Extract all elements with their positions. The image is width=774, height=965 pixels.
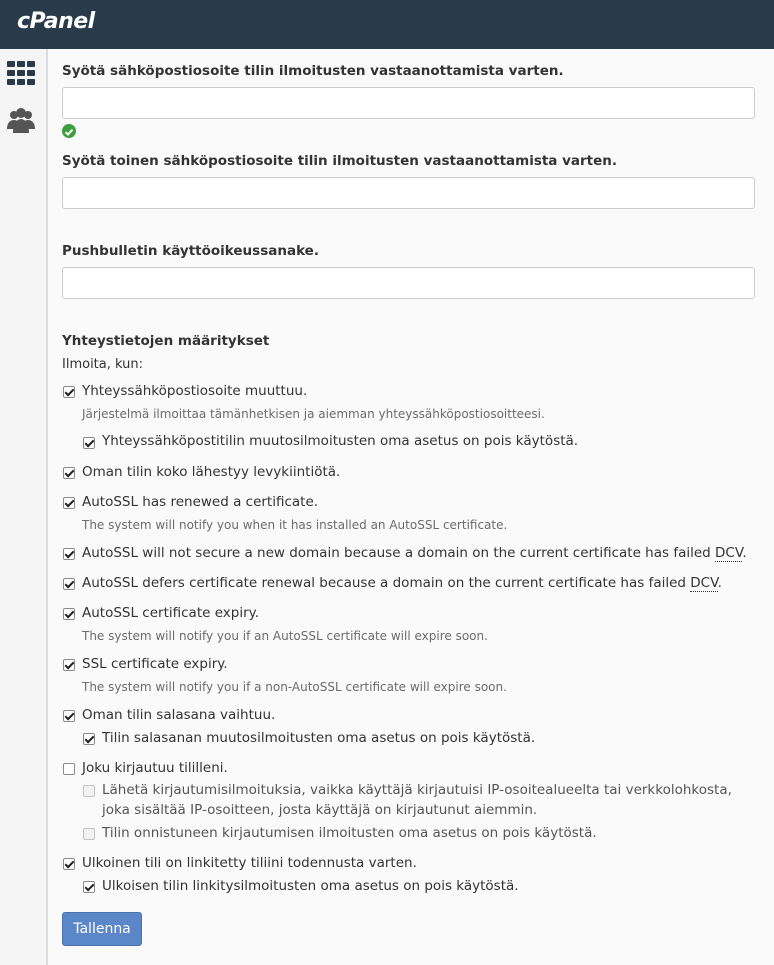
checkbox-label[interactable]: AutoSSL certificate expiry. bbox=[82, 605, 259, 621]
email1-input[interactable] bbox=[62, 87, 755, 119]
checkbox-autossl-not-secure[interactable] bbox=[63, 548, 75, 560]
email2-label: Syötä toinen sähköpostiosoite tilin ilmoitusten vastaanottamista varten. bbox=[62, 153, 618, 169]
checkbox-label[interactable]: AutoSSL has renewed a certificate. bbox=[82, 494, 319, 510]
checkbox-label-continued[interactable]: joka sisältää IP-osoitteen, josta käyttäjä on kirjautunut aiemmin. bbox=[102, 802, 538, 818]
checkbox-ssl-expiry[interactable] bbox=[63, 659, 75, 671]
sidebar bbox=[0, 49, 48, 965]
checkbox-external-own-setting[interactable] bbox=[83, 881, 95, 893]
checkbox-disk-quota[interactable] bbox=[63, 467, 75, 479]
pushbullet-input[interactable] bbox=[62, 267, 755, 299]
checkbox-label[interactable]: Yhteyssähköpostiosoite muuttuu. bbox=[82, 383, 308, 399]
checkbox-autossl-defers[interactable] bbox=[63, 578, 75, 590]
checkbox-label[interactable]: Yhteyssähköpostitilin muutosilmoitusten oma asetus on pois käytöstä. bbox=[102, 433, 579, 449]
help-text: The system will notify you when it has installed an AutoSSL certificate. bbox=[82, 518, 508, 532]
main-content bbox=[48, 49, 774, 965]
checkbox-password-change[interactable] bbox=[63, 710, 75, 722]
checkbox-login[interactable] bbox=[63, 763, 75, 775]
checkbox-label[interactable]: Tilin onnistuneen kirjautumisen ilmoitusten oma asetus on pois käytöstä. bbox=[102, 825, 597, 841]
grid-icon[interactable] bbox=[7, 60, 35, 86]
checkbox-contact-email-own-setting[interactable] bbox=[83, 437, 95, 449]
checkbox-label[interactable]: Tilin salasanan muutosilmoitusten oma asetus on pois käytöstä. bbox=[102, 730, 536, 746]
pushbullet-label: Pushbulletin käyttöoikeussanake. bbox=[62, 243, 319, 259]
save-button[interactable]: Tallenna bbox=[62, 912, 142, 946]
checkbox-password-own-setting[interactable] bbox=[83, 733, 95, 745]
cpanel-logo[interactable]: cPanel bbox=[17, 9, 95, 34]
checkbox-label[interactable]: Joku kirjautuu tililleni. bbox=[82, 760, 228, 776]
checkbox-contact-email-change[interactable] bbox=[63, 386, 75, 398]
valid-check-icon bbox=[62, 124, 76, 138]
checkbox-login-known-ip[interactable] bbox=[83, 785, 95, 797]
notify-when-intro: Ilmoita, kun: bbox=[62, 357, 143, 372]
checkbox-label[interactable]: Ulkoinen tili on linkitetty tiliini todennusta varten. bbox=[82, 855, 417, 871]
users-icon[interactable] bbox=[7, 107, 35, 133]
checkbox-label[interactable]: AutoSSL will not secure a new domain because a domain on the current certificate has failed DCV. bbox=[82, 545, 747, 561]
email1-label: Syötä sähköpostiosoite tilin ilmoitusten vastaanottamista varten. bbox=[62, 63, 564, 79]
checkbox-label[interactable]: Lähetä kirjautumisilmoituksia, vaikka käyttäjä kirjautuisi IP-osoitealueelta tai verkkolohkosta, bbox=[102, 782, 732, 798]
checkbox-label[interactable]: AutoSSL defers certificate renewal because a domain on the current certificate has failed DCV. bbox=[82, 575, 722, 591]
email2-input[interactable] bbox=[62, 177, 755, 209]
checkbox-autossl-expiry[interactable] bbox=[63, 608, 75, 620]
checkbox-label[interactable]: SSL certificate expiry. bbox=[82, 656, 228, 672]
checkbox-label[interactable]: Ulkoisen tilin linkitysilmoitusten oma asetus on pois käytöstä. bbox=[102, 878, 519, 894]
help-text: The system will notify you if a non-AutoSSL certificate will expire soon. bbox=[82, 680, 507, 694]
contact-prefs-title: Yhteystietojen määritykset bbox=[62, 333, 270, 349]
checkbox-external-account[interactable] bbox=[63, 858, 75, 870]
dcv-abbr: DCV bbox=[690, 575, 718, 591]
top-bar bbox=[0, 0, 774, 49]
checkbox-label[interactable]: Oman tilin salasana vaihtuu. bbox=[82, 707, 276, 723]
checkbox-autossl-renewed[interactable] bbox=[63, 497, 75, 509]
checkbox-login-own-setting[interactable] bbox=[83, 828, 95, 840]
checkbox-label[interactable]: Oman tilin koko lähestyy levykiintiötä. bbox=[82, 464, 341, 480]
help-text: The system will notify you if an AutoSSL certificate will expire soon. bbox=[82, 629, 488, 643]
dcv-abbr: DCV bbox=[715, 545, 743, 561]
help-text: Järjestelmä ilmoittaa tämänhetkisen ja aiemman yhteyssähköpostiosoitteesi. bbox=[82, 407, 545, 421]
